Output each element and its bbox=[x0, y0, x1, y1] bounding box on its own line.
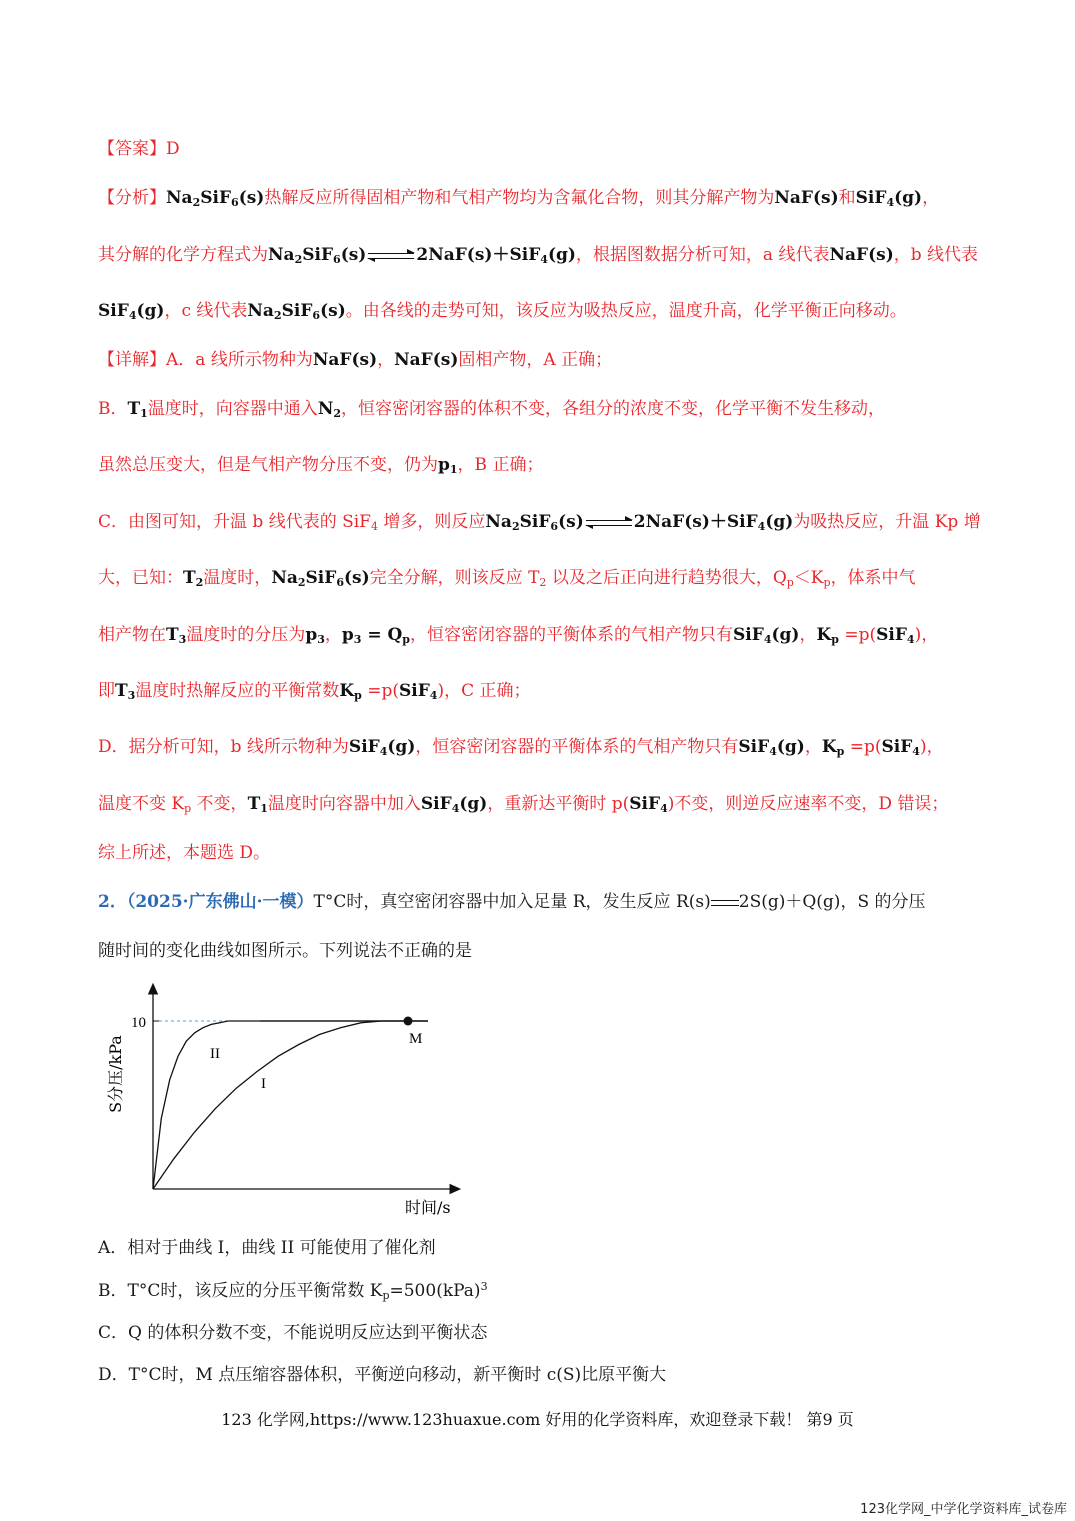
series-II-label: II bbox=[210, 1046, 220, 1062]
question-2-stem-cont: 随时间的变化曲线如图所示。下列说法不正确的是 bbox=[98, 941, 472, 961]
detail-line-c3: 相产物在$T_3$温度时的分压为$p_3$，$p_3 = Q_p$，恒容密闭容器的平衡体系的气相产物只有SiF$_4$(g)，$K_p =p(SiF_4)$， bbox=[98, 625, 939, 646]
equilibrium-arrow-icon bbox=[586, 516, 632, 530]
option-b: B．T°C时，该反应的分压平衡常数 $K_p=500(kPa)^3$ bbox=[98, 1280, 488, 1302]
analysis-tag: 【分析】 bbox=[98, 188, 166, 208]
question-2-stem: 2．（2025·广东佛山·一模）T°C时，真空密闭容器中加入足量 R，发生反应 R(s) 2S(g)＋Q(g)，S 的分压 bbox=[98, 892, 926, 912]
question-source: （2025·广东佛山·一模） bbox=[126, 892, 314, 912]
point-M-label: M bbox=[409, 1031, 423, 1047]
option-d: D．T°C时，M 点压缩容器体积，平衡逆向移动，新平衡时 c(S)比原平衡大 bbox=[98, 1365, 667, 1385]
y-axis-label: S分压/kPa bbox=[106, 1035, 125, 1113]
equilibrium-arrow-icon bbox=[368, 249, 414, 263]
equilibrium-arrow-icon bbox=[711, 897, 739, 909]
detail-line-c4: 即$T_3$温度时热解反应的平衡常数$K_p =p(SiF_4)$，C 正确； bbox=[98, 681, 531, 702]
analysis-line-2: 其分解的化学方程式为$Na_2SiF_6(s)$ 2NaF(s)＋SiF$_4$(g)，根据图数据分析可知，a 线代表NaF(s)，b 线代表 bbox=[98, 245, 979, 266]
curve-I bbox=[153, 1021, 428, 1189]
question-number: 2． bbox=[98, 892, 127, 912]
analysis-line-3: SiF$_4$(g)，c 线代表$Na_2SiF_6(s)$。由各线的走势可知，该反应为吸热反应，温度升高，化学平衡正向移动。 bbox=[98, 301, 907, 322]
option-c: C．Q 的体积分数不变，不能说明反应达到平衡状态 bbox=[98, 1323, 488, 1343]
corner-watermark: 123化学网_中学化学资料库_试卷库 bbox=[860, 1502, 1067, 1517]
page-footer: 123 化学网,https://www.123huaxue.com 好用的化学资料库，欢迎登录下载！ 第9 页 bbox=[221, 1410, 854, 1429]
point-M bbox=[404, 1017, 413, 1026]
detail-line-c1: C．由图可知，升温 b 线代表的 SiF$_4$ 增多，则反应$Na_2SiF_6(s)$ 2NaF(s)＋SiF$_4$(g)为吸热反应，升温 Kp 增 bbox=[98, 512, 981, 533]
detail-line-b1: B．$T_1$温度时，向容器中通入$N_2$，恒容密闭容器的体积不变，各组分的浓度不变，化学平衡不发生移动， bbox=[98, 399, 886, 420]
detail-summary: 综上所述，本题选 D。 bbox=[98, 843, 271, 863]
answer-line bbox=[98, 137, 180, 161]
option-a: A．相对于曲线 I，曲线 II 可能使用了催化剂 bbox=[98, 1238, 436, 1258]
detail-line-b2: 虽然总压变大，但是气相产物分压不变，仍为$p_1$，B 正确； bbox=[98, 455, 544, 476]
pressure-time-chart bbox=[98, 982, 468, 1222]
detail-line-d2: 温度不变 $K_p$ 不变，$T_1$温度时向容器中加入SiF$_4$(g)，重新达平衡时 p(SiF$_4$)不变，则逆反应速率不变，D 错误； bbox=[98, 794, 949, 815]
analysis-line-1: 【分析】$Na_2SiF_6(s)$热解反应所得固相产物和气相产物均为含氟化合物，则其分解产物为NaF(s)和SiF$_4$(g)， bbox=[98, 188, 940, 209]
x-axis-label: 时间/s bbox=[405, 1198, 451, 1217]
detail-line-d1: D．据分析可知，b 线所示物种为SiF$_4$(g)，恒容密闭容器的平衡体系的气相产物只有SiF$_4$(g)，$K_p =p(SiF_4)$， bbox=[98, 737, 944, 758]
detail-tag: 【详解】 bbox=[98, 350, 166, 370]
detail-line-c2: 大，已知：$T_2$温度时，$Na_2SiF_6(s)$完全分解，则该反应 $T_2$ 以及之后正向进行趋势很大，$Q_p<K_p$，体系中气 bbox=[98, 568, 916, 589]
curve-II bbox=[153, 1021, 428, 1189]
y-tick-label: 10 bbox=[131, 1015, 146, 1031]
answer-value: D bbox=[166, 139, 180, 159]
detail-line-a: 【详解】A．a 线所示物种为NaF(s)，NaF(s)固相产物，A 正确； bbox=[98, 350, 613, 370]
answer-tag: 【答案】 bbox=[98, 139, 166, 159]
series-I-label: I bbox=[261, 1076, 266, 1092]
